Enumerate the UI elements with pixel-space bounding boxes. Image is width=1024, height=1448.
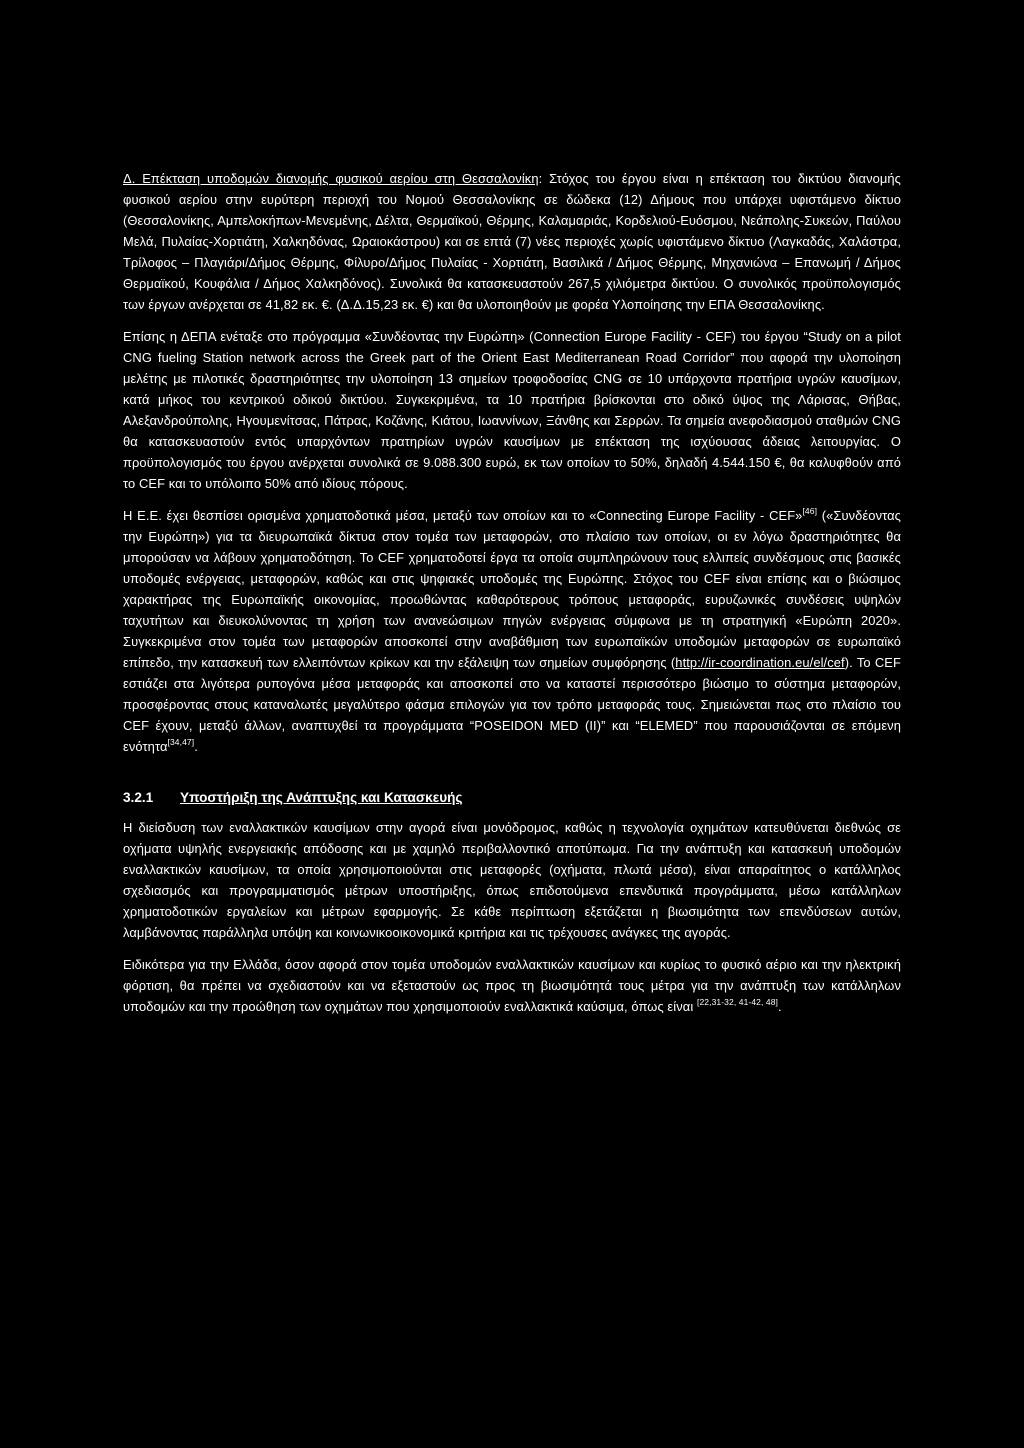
paragraph-cef-study: Επίσης η ΔΕΠΑ ενέταξε στο πρόγραμμα «Συνδέοντας την Ευρώπη» (Connection Europe Facility - CEF) του έργου “Study on a pilot CNG fueling Station network across the Greek part of the Orient East Mediterranean Road Corridor” που αφορά την υλοποίηση μελέτης με πιλοτικές δραστηριότητες την υλοποίηση 13 σημείων τροφοδοσίας CNG σε 10 υπάρχοντα πρατήρια υγρών καυσίμων, κατά μήκος του κεντρικού οδικού δικτύου. Συγκεκριμένα, τα 10 πρατήρια βρίσκονται στο οδικό ύψος της Λάρισας, Θήβας, Αλεξανδρούπολης, Ηγουμενίτσας, Πάτρας, Κοζάνης, Κιάτου, Ιωαννίνων, Ξάνθης και Σερρών. Τα σημεία ανεφοδιασμού σταθμών CNG θα κατασκευαστούν εντός υπαρχόντων πρατηρίων υγρών καυσίμων με επέκταση της ισχύουσας άδειας λειτουργίας. Ο προϋπολογισμός του έργου ανέρχεται συνολικά σε 9.088.300 ευρώ, εκ των οποίων το 50%, δηλαδή 4.544.150 €, θα καλυφθούν από το CEF και το υπόλοιπο 50% από ιδίους πόρους.	[123, 329, 901, 491]
section-d-body: : Στόχος του έργου είναι η επέκταση του δικτύου διανομής φυσικού αερίου στην ευρύτερη περιοχή του Νομού Θεσσαλονίκης σε δώδεκα (12) Δήμους που υπάρχει υφιστάμενο δίκτυο (Θεσσαλονίκης, Αμπελοκήπων-Μενεμένης, Δέλτα, Θερμαϊκού, Θέρμης, Καλαμαριάς, Κορδελιού-Ευόσμου, Νεάπολης-Συκεών, Παύλου Μελά, Πυλαίας-Χορτιάτη, Χαλκηδόνας, Ωραιοκάστρου) και σε επτά (7) νέες περιοχές χωρίς υφιστάμενο δίκτυο (Λαγκαδάς, Χαλάστρα, Τρίλοφος – Πλαγιάρι/Δήμος Θέρμης, Φίλυρο/Δήμος Πυλαίας - Χορτιάτη, Βασιλικά / Δήμος Θέρμης, Μηχανιώνα – Επανωμή / Δήμος Θερμαϊκού, Κουφάλια / Δήμος Χαλκηδόνος). Συνολικά θα κατασκευαστούν 267,5 χιλιόμετρα δικτύου. Ο συνολικός προϋπολογισμός των έργων ανέρχεται σε 41,82 εκ. €. (Δ.Δ.15,23 εκ. €) και θα υλοποιηθούν με φορέα Υλοποίησης την ΕΠΑ Θεσσαλονίκης.	[123, 171, 901, 312]
section-number: 3.2.1	[123, 790, 154, 805]
reference-34-47: [34,47]	[167, 737, 195, 747]
ee-text-part2: («Συνδέοντας την Ευρώπη») για τα διευρωπαϊκά δίκτυα στον τομέα των μεταφορών, στο πλαίσιο των οποίων, οι εν λόγω δραστηριότητες θα μπορούσαν να λάβουν χρηματοδότηση. Το CEF χρηματοδοτεί έργα τα οποία συμπληρώνουν τους ελλιπείς συνδέσμους στις βασικές υποδομές ενέργειας, μεταφορών, καθώς και στις ψηφιακές υποδομές της Ευρώπης. Στόχος του CEF είναι επίσης και ο βιώσιμος χαρακτήρας της Ευρωπαϊκής οικονομίας, προωθώντας καθαρότερους τρόπους μεταφοράς, ευρυζωνικές συνδέσεις υψηλών ταχυτήτων και διευκολύνοντας τη χρήση των ανανεώσιμων πηγών ενέργειας σύμφωνα με τη στρατηγική «Ευρώπη 2020». Συγκεκριμένα στον τομέα των μεταφορών αποσκοπεί στην αναβάθμιση των ευρωπαϊκών υποδομών μεταφορών σε ευρωπαϊκό επίπεδο, την κατασκευή των ελλειπόντων κρίκων και την εξάλειψη των σημείων συμφόρησης (	[123, 508, 901, 670]
ee-text-part1: Η Ε.Ε. έχει θεσπίσει ορισμένα χρηματοδοτικά μέσα, μεταξύ των οποίων και το «Connecting Europe Facility - CEF»	[123, 508, 803, 523]
section-d-heading: Δ. Επέκταση υποδομών διανομής φυσικού αερίου στη Θεσσαλονίκη	[123, 171, 539, 186]
paragraph-section-d	[123, 168, 901, 315]
section-3-2-1-heading	[123, 788, 901, 808]
paragraph-ee-funding	[123, 505, 901, 757]
greece-text: Ειδικότερα για την Ελλάδα, όσον αφορά στον τομέα υποδομών εναλλακτικών καυσίμων και κυρίως το φυσικό αέριο και την ηλεκτρική φόρτιση, θα πρέπει να σχεδιαστούν και να εξεταστούν ως προς τη βιωσιμότητά τους μέτρα για την ανάπτυξη των κατάλληλων υποδομών και την προώθηση των οχημάτων που χρησιμοποιούν εναλλακτικά καύσιμα, όπως είναι	[123, 957, 901, 1014]
paragraph-alt-fuels: Η διείσδυση των εναλλακτικών καυσίμων στην αγορά είναι μονόδρομος, καθώς η τεχνολογία οχημάτων κατευθύνεται διεθνώς σε οχήματα υψηλής ενεργειακής απόδοσης και με χαμηλό περιβαλλοντικό αποτύπωμα. Για την ανάπτυξη και κατασκευή υποδομών εναλλακτικών καυσίμων, τα οποία χρησιμοποιούνται στις μεταφορές (οχήματα, πλωτά μέσα), είναι απαραίτητος ο κατάλληλος σχεδιασμός και προγραμματισμός μέτρων υποστήριξης, όπως επιδοτούμενα επενδυτικά προγράμματα, μέσω κατάλληλων χρηματοδοτικών εργαλείων και μέτρων εφαρμογής. Σε κάθε περίπτωση εξετάζεται η βιωσιμότητα των επενδύσεων αυτών, λαμβάνοντας παράλληλα υπόψη και κοινωνικοοικονομικά κριτήρια και τις τρέχουσες ανάγκες της αγοράς.	[123, 820, 901, 940]
document-body	[123, 168, 901, 1028]
reference-46: [46]	[802, 506, 818, 516]
section-title: Υποστήριξη της Ανάπτυξης και Κατασκευής	[180, 790, 463, 805]
cef-link[interactable]: http://ir-coordination.eu/el/cef	[675, 655, 845, 670]
paragraph-greece	[123, 954, 901, 1017]
ee-text-part3: ). Το CEF εστιάζει στα λιγότερα ρυπογόνα μέσα μεταφοράς και αποσκοπεί στο να καταστεί περισσότερο βιώσιμο το σύστημα μεταφορών, προσφέροντας στους καταναλωτές μεγαλύτερο φάσμα επιλογών για τον τρόπο μεταφοράς τους. Σημειώνεται πως στο πλαίσιο του CEF έχουν, μεταξύ άλλων, αναπτυχθεί τα προγράμματα “POSEIDON MED (II)” και “ELEMED” που παρουσιάζονται σε επόμενη ενότητα	[123, 655, 901, 754]
ee-text-end: .	[194, 739, 198, 754]
greece-end: .	[778, 999, 782, 1014]
reference-22-48: [22,31-32, 41-42, 48]	[697, 997, 779, 1007]
